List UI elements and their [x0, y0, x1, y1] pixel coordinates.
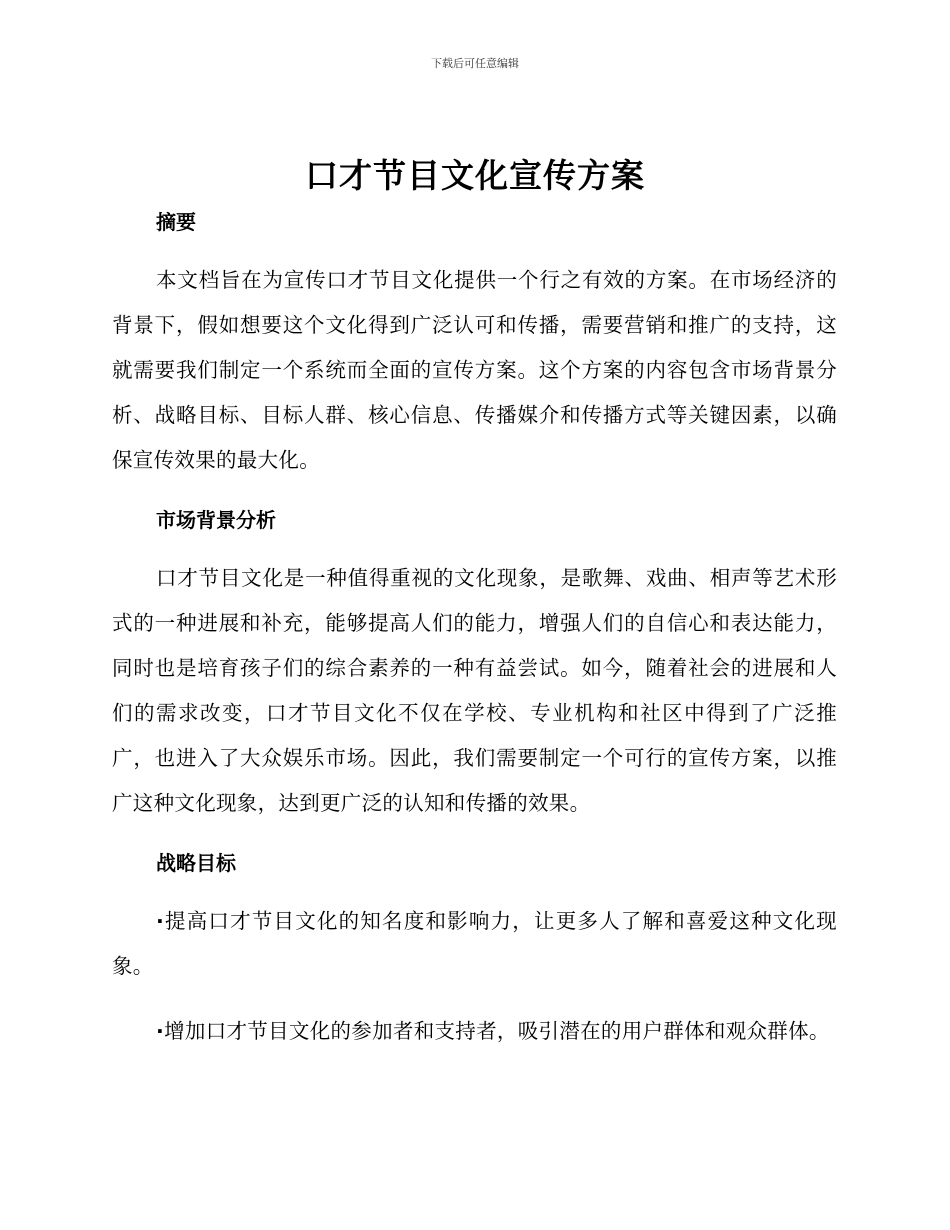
strategic-goal-bullet	[112, 899, 837, 989]
section-heading-market-analysis: 市场背景分析	[156, 508, 276, 532]
bullet-text: 提高口才节目文化的知名度和影响力，让更多人了解和喜爱这种文化现象。	[112, 909, 837, 978]
document-title: 口才节目文化宣传方案	[305, 156, 645, 195]
market-analysis-paragraph: 口才节目文化是一种值得重视的文化现象，是歌舞、戏曲、相声等艺术形式的一种进展和补充，能够提高人们的能力，增强人们的自信心和表达能力，同时也是培育孩子们的综合素养的一种有益尝试。如今，随着社会的进展和人们的需求改变，口才节目文化不仅在学校、专业机构和社区中得到了广泛推广，也进入了大众娱乐市场。因此，我们需要制定一个可行的宣传方案，以推广这种文化现象，达到更广泛的认知和传播的效果。	[112, 566, 837, 815]
bullet-marker: ·	[156, 909, 165, 933]
section-heading-abstract: 摘要	[156, 210, 196, 234]
header-note: 下载后可任意编辑	[431, 57, 519, 70]
document-body	[112, 205, 837, 1054]
bullet-text: 增加口才节目文化的参加者和支持者，吸引潜在的用户群体和观众群体。	[164, 1019, 830, 1043]
section-heading-strategic-goals: 战略目标	[156, 851, 236, 875]
strategic-goal-bullet	[112, 1009, 837, 1054]
bullet-marker: ·	[156, 1019, 165, 1043]
abstract-paragraph: 本文档旨在为宣传口才节目文化提供一个行之有效的方案。在市场经济的背景下，假如想要这个文化得到广泛认可和传播，需要营销和推广的支持，这就需要我们制定一个系统而全面的宣传方案。这个方案的内容包含市场背景分析、战略目标、目标人群、核心信息、传播媒介和传播方式等关键因素，以确保宣传效果的最大化。	[112, 268, 837, 472]
